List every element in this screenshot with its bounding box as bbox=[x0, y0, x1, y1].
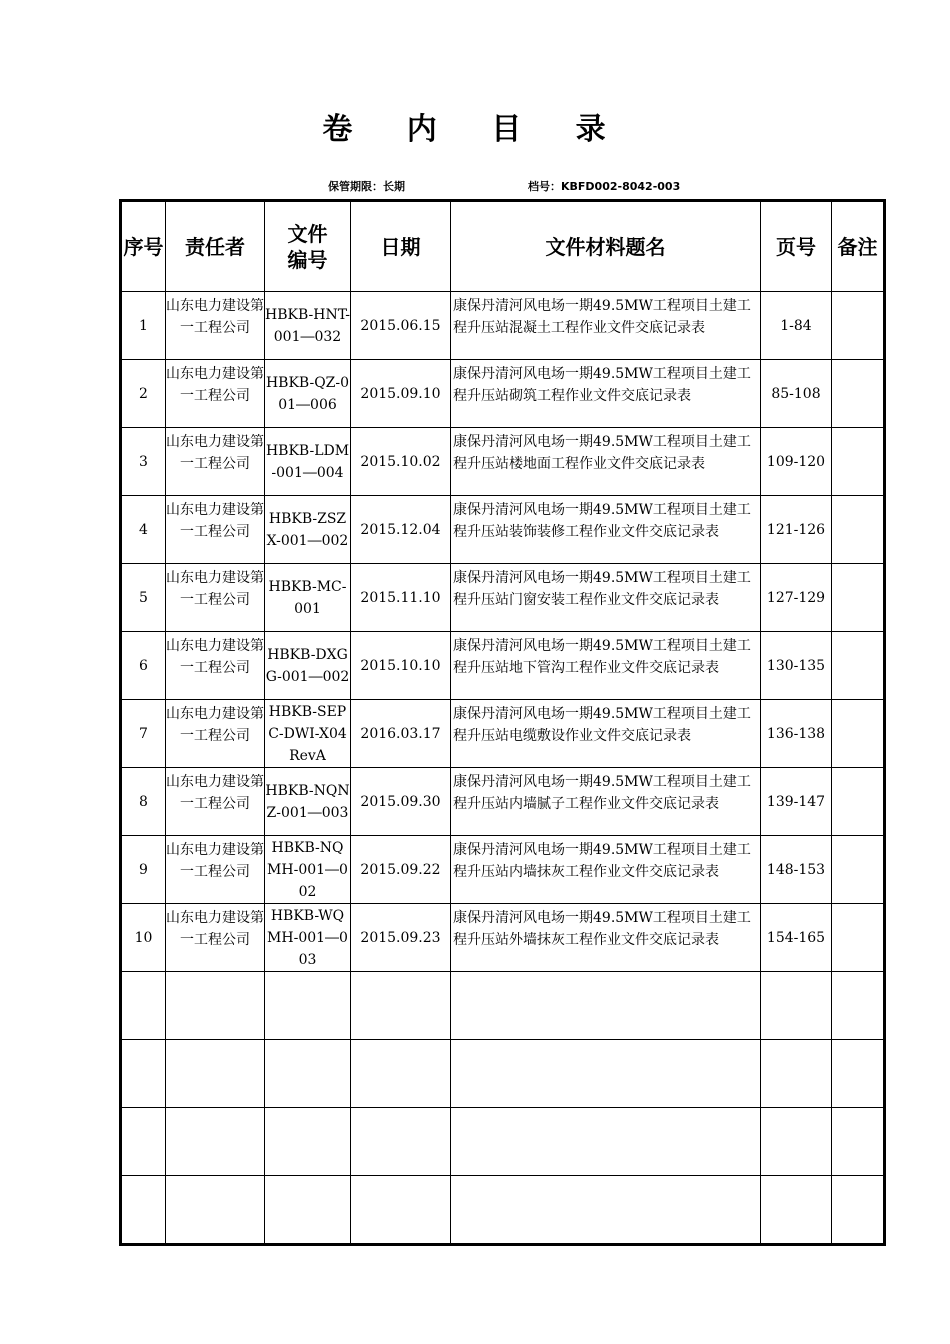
empty-cell bbox=[832, 1040, 885, 1108]
row-pages: 148-153 bbox=[766, 861, 826, 878]
table-row bbox=[121, 700, 885, 768]
row-date-cell bbox=[351, 292, 451, 360]
row-responsible: 山东电力建设第一工程公司 bbox=[166, 705, 264, 744]
row-title: 康保丹清河风电场一期49.5MW工程项目土建工程升压站内墙腻子工程作业文件交底记录表 bbox=[453, 773, 751, 812]
row-responsible-cell bbox=[166, 768, 265, 836]
row-responsible: 山东电力建设第一工程公司 bbox=[166, 365, 264, 404]
row-pages-cell bbox=[761, 836, 832, 904]
table-row bbox=[121, 836, 885, 904]
row-date: 2015.12.04 bbox=[360, 521, 441, 538]
row-seq-cell bbox=[121, 360, 166, 428]
empty-cell bbox=[166, 1176, 265, 1245]
empty-cell bbox=[351, 1176, 451, 1245]
row-title-cell bbox=[451, 632, 761, 700]
row-title-cell bbox=[451, 768, 761, 836]
row-date-cell bbox=[351, 836, 451, 904]
row-pages-cell bbox=[761, 360, 832, 428]
empty-cell bbox=[761, 1176, 832, 1245]
row-doc-no-cell bbox=[265, 496, 351, 564]
empty-cell bbox=[351, 1108, 451, 1176]
row-pages: 121-126 bbox=[766, 521, 826, 538]
page-title: 卷 内 目 录 bbox=[322, 112, 628, 147]
row-seq: 9 bbox=[139, 861, 148, 878]
row-seq-cell bbox=[121, 632, 166, 700]
row-responsible: 山东电力建设第一工程公司 bbox=[166, 841, 264, 880]
row-title-cell bbox=[451, 904, 761, 972]
row-title: 康保丹清河风电场一期49.5MW工程项目土建工程升压站装饰装修工程作业文件交底记录表 bbox=[453, 501, 751, 540]
row-seq-cell bbox=[121, 768, 166, 836]
row-remarks-cell bbox=[832, 564, 885, 632]
row-title-cell bbox=[451, 700, 761, 768]
row-doc-no-cell bbox=[265, 564, 351, 632]
empty-cell bbox=[451, 972, 761, 1040]
empty-cell bbox=[121, 972, 166, 1040]
row-title: 康保丹清河风电场一期49.5MW工程项目土建工程升压站门窗安装工程作业文件交底记录表 bbox=[453, 569, 751, 608]
row-doc-no: HBKB-NQMH-001―002 bbox=[267, 839, 348, 900]
row-responsible-cell bbox=[166, 496, 265, 564]
empty-cell bbox=[265, 1108, 351, 1176]
row-date-cell bbox=[351, 496, 451, 564]
row-remarks-cell bbox=[832, 632, 885, 700]
row-date: 2015.10.02 bbox=[360, 453, 441, 470]
row-seq-cell bbox=[121, 700, 166, 768]
row-pages: 154-165 bbox=[766, 929, 826, 946]
empty-cell bbox=[121, 1040, 166, 1108]
row-doc-no-cell bbox=[265, 836, 351, 904]
row-date: 2015.09.30 bbox=[360, 793, 441, 810]
row-seq: 8 bbox=[139, 793, 148, 810]
row-responsible-cell bbox=[166, 632, 265, 700]
empty-cell bbox=[121, 1108, 166, 1176]
row-pages: 139-147 bbox=[766, 793, 826, 810]
row-pages-cell bbox=[761, 292, 832, 360]
row-doc-no: HBKB-LDM-001―004 bbox=[265, 442, 350, 481]
row-doc-no-cell bbox=[265, 292, 351, 360]
row-seq: 1 bbox=[139, 317, 148, 334]
header-doc-no-text: 文件 编号 bbox=[287, 221, 328, 272]
row-doc-no-cell bbox=[265, 428, 351, 496]
header-pages: 页号 bbox=[761, 201, 832, 292]
row-seq-cell bbox=[121, 564, 166, 632]
row-seq-cell bbox=[121, 292, 166, 360]
row-date: 2015.11.10 bbox=[360, 589, 441, 606]
row-seq-cell bbox=[121, 428, 166, 496]
row-doc-no: HBKB-HNT-001―032 bbox=[265, 306, 350, 345]
row-responsible: 山东电力建设第一工程公司 bbox=[166, 297, 264, 336]
row-remarks-cell bbox=[832, 292, 885, 360]
row-pages-cell bbox=[761, 700, 832, 768]
row-pages-cell bbox=[761, 768, 832, 836]
row-seq-cell bbox=[121, 496, 166, 564]
empty-row bbox=[121, 1176, 885, 1245]
empty-cell bbox=[451, 1176, 761, 1245]
header-doc-no bbox=[265, 201, 351, 292]
table-row bbox=[121, 564, 885, 632]
row-doc-no: HBKB-SEPC-DWI-X04RevA bbox=[268, 703, 347, 764]
row-date-cell bbox=[351, 904, 451, 972]
empty-cell bbox=[265, 1040, 351, 1108]
empty-cell bbox=[832, 1108, 885, 1176]
header-responsible: 责任者 bbox=[166, 201, 265, 292]
empty-cell bbox=[166, 972, 265, 1040]
row-pages-cell bbox=[761, 496, 832, 564]
row-doc-no: HBKB-DXGG-001―002 bbox=[265, 646, 350, 685]
row-responsible-cell bbox=[166, 904, 265, 972]
row-remarks-cell bbox=[832, 360, 885, 428]
table-row bbox=[121, 292, 885, 360]
empty-cell bbox=[761, 1108, 832, 1176]
row-remarks-cell bbox=[832, 904, 885, 972]
table-row bbox=[121, 768, 885, 836]
row-title-cell bbox=[451, 836, 761, 904]
row-date: 2015.10.10 bbox=[360, 657, 441, 674]
row-date-cell bbox=[351, 564, 451, 632]
row-title-cell bbox=[451, 428, 761, 496]
row-date-cell bbox=[351, 428, 451, 496]
header-date: 日期 bbox=[351, 201, 451, 292]
row-title: 康保丹清河风电场一期49.5MW工程项目土建工程升压站楼地面工程作业文件交底记录表 bbox=[453, 433, 751, 472]
empty-row bbox=[121, 1108, 885, 1176]
empty-cell bbox=[166, 1040, 265, 1108]
empty-cell bbox=[265, 972, 351, 1040]
row-doc-no: HBKB-NQNZ-001―003 bbox=[265, 782, 350, 821]
row-seq-cell bbox=[121, 836, 166, 904]
row-doc-no: HBKB-MC-001 bbox=[268, 578, 347, 617]
empty-cell bbox=[351, 972, 451, 1040]
row-pages-cell bbox=[761, 904, 832, 972]
row-seq: 4 bbox=[139, 521, 148, 538]
row-date-cell bbox=[351, 360, 451, 428]
row-remarks-cell bbox=[832, 496, 885, 564]
row-title-cell bbox=[451, 496, 761, 564]
row-responsible: 山东电力建设第一工程公司 bbox=[166, 773, 264, 812]
table-row bbox=[121, 360, 885, 428]
header-doc-title: 文件材料题名 bbox=[451, 201, 761, 292]
header-remarks: 备注 bbox=[832, 201, 885, 292]
row-remarks-cell bbox=[832, 700, 885, 768]
file-number: 档号：KBFD002-8042-003 bbox=[528, 180, 681, 193]
row-date-cell bbox=[351, 632, 451, 700]
empty-cell bbox=[832, 1176, 885, 1245]
catalog-table bbox=[119, 199, 886, 1246]
empty-row bbox=[121, 1040, 885, 1108]
row-seq: 7 bbox=[139, 725, 148, 742]
empty-cell bbox=[761, 1040, 832, 1108]
row-date-cell bbox=[351, 700, 451, 768]
empty-cell bbox=[265, 1176, 351, 1245]
row-remarks-cell bbox=[832, 768, 885, 836]
row-seq: 2 bbox=[139, 385, 148, 402]
row-title-cell bbox=[451, 360, 761, 428]
row-doc-no-cell bbox=[265, 360, 351, 428]
row-responsible: 山东电力建设第一工程公司 bbox=[166, 501, 264, 540]
row-doc-no: HBKB-WQMH-001―003 bbox=[267, 907, 348, 968]
table-row bbox=[121, 496, 885, 564]
row-title: 康保丹清河风电场一期49.5MW工程项目土建工程升压站砌筑工程作业文件交底记录表 bbox=[453, 365, 751, 404]
row-responsible-cell bbox=[166, 360, 265, 428]
row-responsible: 山东电力建设第一工程公司 bbox=[166, 909, 264, 948]
row-title: 康保丹清河风电场一期49.5MW工程项目土建工程升压站混凝土工程作业文件交底记录表 bbox=[453, 297, 751, 336]
row-pages-cell bbox=[761, 632, 832, 700]
row-title: 康保丹清河风电场一期49.5MW工程项目土建工程升压站内墙抹灰工程作业文件交底记录表 bbox=[453, 841, 751, 880]
row-pages-cell bbox=[761, 428, 832, 496]
row-remarks-cell bbox=[832, 836, 885, 904]
row-responsible: 山东电力建设第一工程公司 bbox=[166, 637, 264, 676]
row-pages: 85-108 bbox=[771, 385, 821, 402]
row-pages: 127-129 bbox=[766, 589, 826, 606]
row-date: 2015.09.22 bbox=[360, 861, 441, 878]
row-doc-no: HBKB-QZ-001―006 bbox=[265, 374, 350, 413]
row-date: 2015.09.10 bbox=[360, 385, 441, 402]
empty-cell bbox=[121, 1176, 166, 1245]
row-responsible-cell bbox=[166, 564, 265, 632]
row-seq: 5 bbox=[139, 589, 148, 606]
row-pages: 136-138 bbox=[766, 725, 826, 742]
row-title-cell bbox=[451, 292, 761, 360]
row-doc-no-cell bbox=[265, 700, 351, 768]
empty-cell bbox=[351, 1040, 451, 1108]
table-row bbox=[121, 428, 885, 496]
row-seq-cell bbox=[121, 904, 166, 972]
row-responsible-cell bbox=[166, 836, 265, 904]
retention-period: 保管期限：长期 bbox=[328, 180, 405, 193]
row-title: 康保丹清河风电场一期49.5MW工程项目土建工程升压站电缆敷设作业文件交底记录表 bbox=[453, 705, 751, 744]
row-pages-cell bbox=[761, 564, 832, 632]
row-doc-no-cell bbox=[265, 632, 351, 700]
row-seq: 10 bbox=[134, 929, 153, 946]
table-row bbox=[121, 632, 885, 700]
row-responsible-cell bbox=[166, 700, 265, 768]
row-responsible: 山东电力建设第一工程公司 bbox=[166, 569, 264, 608]
row-date-cell bbox=[351, 768, 451, 836]
row-title: 康保丹清河风电场一期49.5MW工程项目土建工程升压站外墙抹灰工程作业文件交底记录表 bbox=[453, 909, 751, 948]
row-date: 2015.06.15 bbox=[360, 317, 441, 334]
row-doc-no: HBKB-ZSZX-001―002 bbox=[266, 510, 349, 549]
row-doc-no-cell bbox=[265, 768, 351, 836]
row-seq: 3 bbox=[139, 453, 148, 470]
empty-cell bbox=[832, 972, 885, 1040]
row-pages: 109-120 bbox=[766, 453, 826, 470]
row-date: 2016.03.17 bbox=[360, 725, 441, 742]
row-title-cell bbox=[451, 564, 761, 632]
empty-row bbox=[121, 972, 885, 1040]
row-responsible-cell bbox=[166, 428, 265, 496]
row-pages: 130-135 bbox=[766, 657, 826, 674]
row-pages: 1-84 bbox=[780, 317, 812, 334]
header-seq: 序号 bbox=[121, 201, 166, 292]
row-responsible-cell bbox=[166, 292, 265, 360]
row-doc-no-cell bbox=[265, 904, 351, 972]
row-responsible: 山东电力建设第一工程公司 bbox=[166, 433, 264, 472]
row-seq: 6 bbox=[139, 657, 148, 674]
row-date: 2015.09.23 bbox=[360, 929, 441, 946]
empty-cell bbox=[451, 1108, 761, 1176]
empty-cell bbox=[761, 972, 832, 1040]
table-row bbox=[121, 904, 885, 972]
row-title: 康保丹清河风电场一期49.5MW工程项目土建工程升压站地下管沟工程作业文件交底记录表 bbox=[453, 637, 751, 676]
row-remarks-cell bbox=[832, 428, 885, 496]
empty-cell bbox=[166, 1108, 265, 1176]
header-row bbox=[121, 201, 885, 292]
empty-cell bbox=[451, 1040, 761, 1108]
